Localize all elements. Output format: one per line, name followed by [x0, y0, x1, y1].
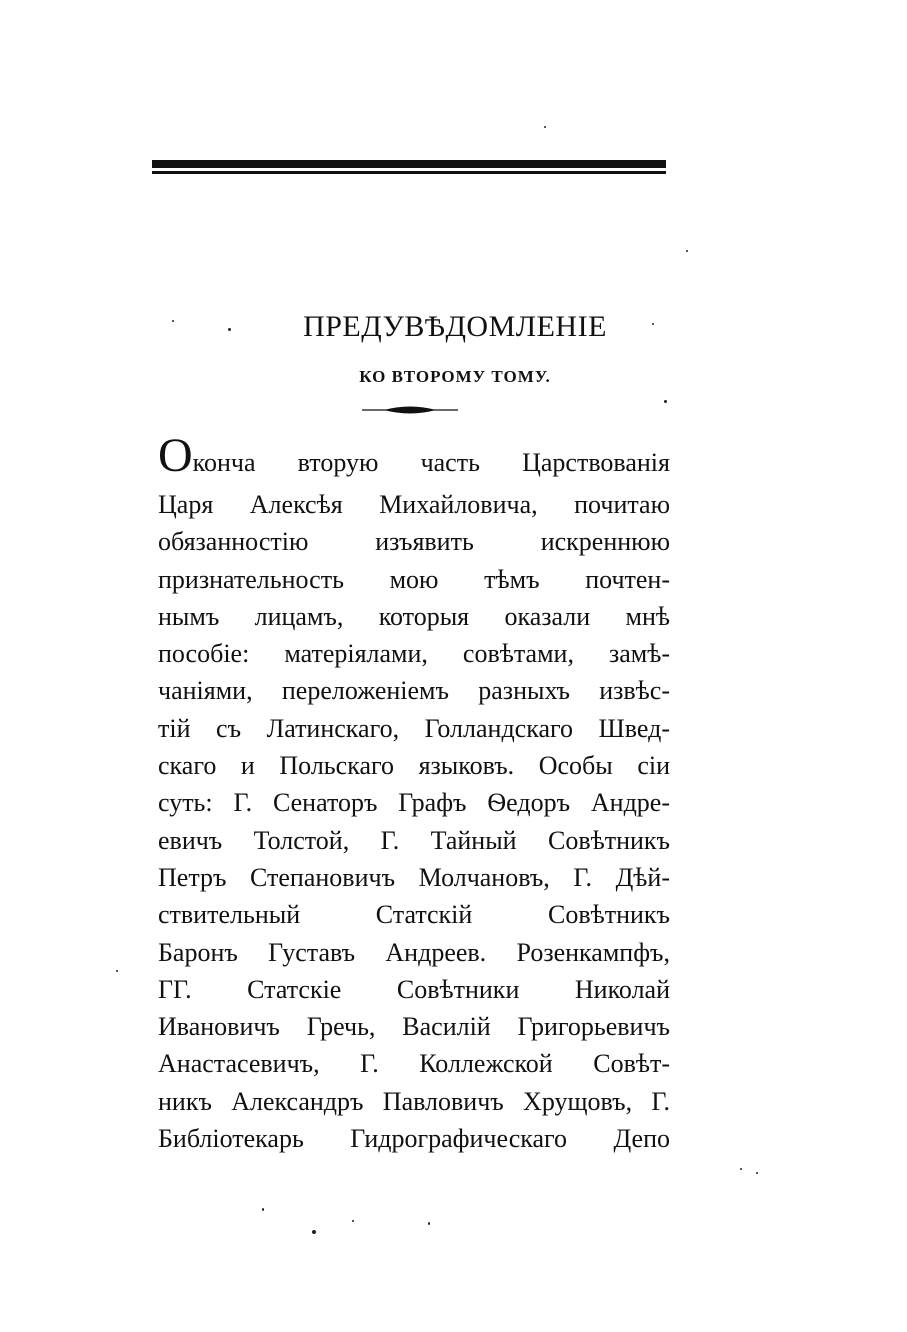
page-subtitle: КО ВТОРОМУ ТОМУ.	[359, 367, 551, 386]
body-line: нымъ лицамъ, которыя оказали мнѣ	[158, 601, 670, 631]
scan-speck	[116, 970, 118, 972]
scan-speck	[756, 1172, 758, 1174]
header-rule-thick	[152, 160, 666, 168]
body-line: признательность мою тѣмъ почтен-	[158, 564, 670, 594]
body-line: скаго и Польскаго языковъ. Особы сіи	[158, 751, 670, 781]
body-line: тій съ Латинскаго, Голландскаго Швед-	[158, 713, 670, 743]
scan-speck	[544, 126, 546, 128]
scan-speck	[172, 320, 174, 322]
body-line: Ивановичъ Гречь, Василій Григорьевичъ	[158, 1012, 670, 1042]
header-rule-thin	[152, 171, 666, 174]
scan-speck	[686, 250, 688, 252]
body-line: Петръ Степановичъ Молчановъ, Г. Дѣй-	[158, 862, 670, 892]
scan-speck	[428, 1222, 430, 1225]
body-line: чаніями, переложеніемъ разныхъ извѣс-	[158, 676, 670, 706]
body-line: ствительный Статскій Совѣтникъ	[158, 900, 670, 930]
body-line: Библіотекарь Гидрографическаго Депо	[158, 1124, 670, 1154]
scan-speck	[352, 1220, 354, 1222]
divider-ornament-icon	[362, 402, 458, 418]
body-line: Анастасевичъ, Г. Коллежской Совѣт-	[158, 1049, 670, 1079]
body-line: ГГ. Статскіе Совѣтники Николай	[158, 974, 670, 1004]
body-line: Баронъ Густавъ Андреев. Розенкампфъ,	[158, 937, 670, 967]
body-line: никъ Александръ Павловичъ Хрущовъ, Г.	[158, 1086, 670, 1116]
drop-cap-initial: О	[158, 429, 193, 482]
body-line: пособіе: матеріялами, совѣтами, замѣ-	[158, 639, 670, 669]
body-line: обязанностію изъявить искреннюю	[158, 527, 670, 557]
header-double-rule	[152, 160, 666, 176]
body-line: евичъ Толстой, Г. Тайный Совѣтникъ	[158, 825, 670, 855]
scan-speck	[312, 1230, 316, 1234]
body-line: Царя Алексѣя Михайловича, почитаю	[158, 490, 670, 519]
body-line: Окончa вторую часть Царствованія	[158, 429, 670, 482]
body-paragraph	[158, 429, 670, 1157]
scan-speck	[652, 323, 654, 325]
scan-speck	[228, 328, 231, 331]
scan-speck	[664, 400, 667, 403]
body-line: суть: Г. Сенаторъ Графъ Ѳедоръ Андре-	[158, 788, 670, 818]
scan-speck	[740, 1168, 742, 1170]
page-title: ПРЕДУВѢДОМЛЕНІЕ	[303, 310, 607, 343]
scan-speck	[262, 1208, 264, 1211]
